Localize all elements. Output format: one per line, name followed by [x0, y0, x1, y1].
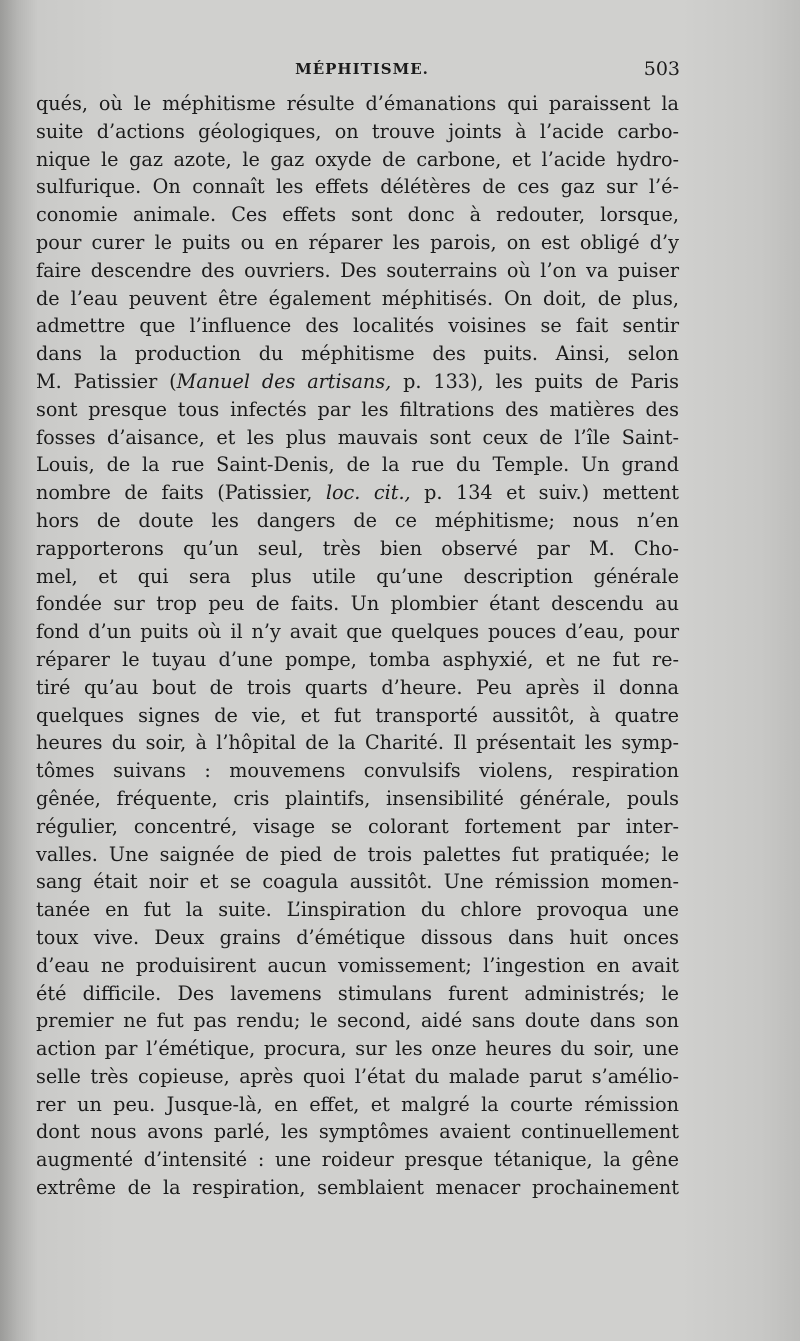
text-segment: suite d’actions géologiques, on trouve joints à l’acide carbo-: [36, 119, 679, 143]
text-line: [36, 785, 679, 813]
text-segment: été difficile. Des lavemens stimulans furent administrés; le: [36, 981, 679, 1005]
text-line: [36, 813, 679, 841]
text-segment: toux vive. Deux grains d’émétique dissous dans huit onces: [36, 925, 679, 949]
text-segment: augmenté d’intensité : une roideur presque tétanique, la gêne: [36, 1148, 679, 1172]
text-segment: sont presque tous infectés par les filtrations des matières des: [36, 397, 679, 421]
text-line: [36, 90, 679, 118]
text-line: [36, 257, 679, 285]
text-segment: p. 133), les puits de Paris: [391, 369, 680, 393]
text-line: [36, 201, 679, 229]
text-line: [36, 729, 679, 757]
text-line: [36, 146, 679, 174]
text-line: [36, 396, 679, 424]
text-line: [36, 285, 679, 313]
text-segment: p. 134 et suiv.) mettent: [410, 481, 679, 505]
text-line: [36, 980, 679, 1008]
text-segment: tômes suivans : mouvemens convulsifs violens, respiration: [36, 759, 679, 783]
text-segment: premier ne fut pas rendu; le second, aidé sans doute dans son: [36, 1009, 679, 1033]
text-line: [36, 1174, 679, 1202]
text-segment: nombre de faits (Patissier,: [36, 481, 326, 505]
text-segment: M. Patissier (: [36, 369, 177, 393]
body-text: [36, 90, 679, 1202]
text-line: [36, 1007, 679, 1035]
text-line: [36, 896, 679, 924]
text-line: [36, 479, 679, 507]
text-segment: dont nous avons parlé, les symptômes avaient continuellement: [36, 1120, 679, 1144]
text-segment: conomie animale. Ces effets sont donc à redouter, lorsque,: [36, 203, 679, 227]
text-segment: pour curer le puits ou en réparer les parois, on est obligé d’y: [36, 230, 679, 254]
text-segment: réparer le tuyau d’une pompe, tomba asphyxié, et ne fut re-: [36, 647, 679, 671]
text-line: [36, 1146, 679, 1174]
text-segment: fond d’un puits où il n’y avait que quelques pouces d’eau, pour: [36, 620, 679, 644]
text-line: [36, 646, 679, 674]
text-segment: tanée en fut la suite. L’inspiration du chlore provoqua une: [36, 898, 679, 922]
running-title: MÉPHITISME.: [295, 60, 429, 78]
text-segment: quelques signes de vie, et fut transporté aussitôt, à quatre: [36, 703, 679, 727]
text-line: [36, 507, 679, 535]
page-number: 503: [643, 58, 680, 80]
text-line: [36, 118, 679, 146]
text-line: [36, 674, 679, 702]
text-line: [36, 1063, 679, 1091]
text-segment: fondée sur trop peu de faits. Un plombier étant descendu au: [36, 592, 679, 616]
text-segment: selle très copieuse, après quoi l’état du malade parut s’amélio-: [36, 1064, 679, 1088]
text-segment: Louis, de la rue Saint-Denis, de la rue du Temple. Un grand: [36, 453, 679, 477]
text-line: [36, 618, 679, 646]
text-segment: faire descendre des ouvriers. Des souterrains où l’on va puiser: [36, 258, 679, 282]
text-segment: sang était noir et se coagula aussitôt. Une rémission momen-: [36, 870, 679, 894]
text-line: [36, 563, 679, 591]
text-line: [36, 424, 679, 452]
italic-text: Manuel des artisans,: [176, 369, 392, 393]
text-line: [36, 1035, 679, 1063]
text-segment: valles. Une saignée de pied de trois palettes fut pratiquée; le: [36, 842, 679, 866]
text-line: [36, 451, 679, 479]
text-segment: dans la production du méphitisme des puits. Ainsi, selon: [36, 342, 679, 366]
text-segment: admettre que l’influence des localités voisines se fait sentir: [36, 314, 679, 338]
text-line: [36, 229, 679, 257]
text-line: [36, 535, 679, 563]
text-segment: rer un peu. Jusque-là, en effet, et malgré la courte rémission: [36, 1092, 679, 1116]
text-segment: de l’eau peuvent être également méphitisés. On doit, de plus,: [36, 286, 679, 310]
text-segment: tiré qu’au bout de trois quarts d’heure. Peu après il donna: [36, 675, 679, 699]
text-segment: mel, et qui sera plus utile qu’une description générale: [36, 564, 679, 588]
text-line: [36, 702, 679, 730]
text-line: [36, 1118, 679, 1146]
text-line: [36, 312, 679, 340]
text-line: [36, 340, 679, 368]
text-segment: qués, où le méphitisme résulte d’émanations qui paraissent la: [36, 92, 679, 115]
text-segment: régulier, concentré, visage se colorant fortement par inter-: [36, 814, 679, 838]
text-line: [36, 924, 679, 952]
text-line: [36, 368, 679, 396]
text-segment: action par l’émétique, procura, sur les onze heures du soir, une: [36, 1037, 679, 1061]
text-segment: rapporterons qu’un seul, très bien observé par M. Cho-: [36, 536, 679, 560]
text-line: [36, 173, 679, 201]
text-line: [36, 841, 679, 869]
page-header: [44, 60, 680, 86]
text-segment: gênée, fréquente, cris plaintifs, insensibilité générale, pouls: [36, 786, 679, 810]
text-segment: hors de doute les dangers de ce méphitisme; nous n’en: [36, 508, 679, 532]
text-segment: sulfurique. On connaît les effets délétères de ces gaz sur l’é-: [36, 175, 679, 199]
text-segment: d’eau ne produisirent aucun vomissement; l’ingestion en avait: [36, 953, 679, 977]
text-line: [36, 1091, 679, 1119]
text-segment: fosses d’aisance, et les plus mauvais sont ceux de l’île Saint-: [36, 425, 679, 449]
text-line: [36, 952, 679, 980]
text-line: [36, 590, 679, 618]
text-line: [36, 757, 679, 785]
text-segment: heures du soir, à l’hôpital de la Charité. Il présentait les symp-: [36, 731, 679, 755]
text-segment: extrême de la respiration, semblaient menacer prochainement: [36, 1176, 679, 1200]
italic-text: loc. cit.,: [325, 481, 411, 505]
text-segment: nique le gaz azote, le gaz oxyde de carbone, et l’acide hydro-: [36, 147, 679, 171]
text-line: [36, 868, 679, 896]
